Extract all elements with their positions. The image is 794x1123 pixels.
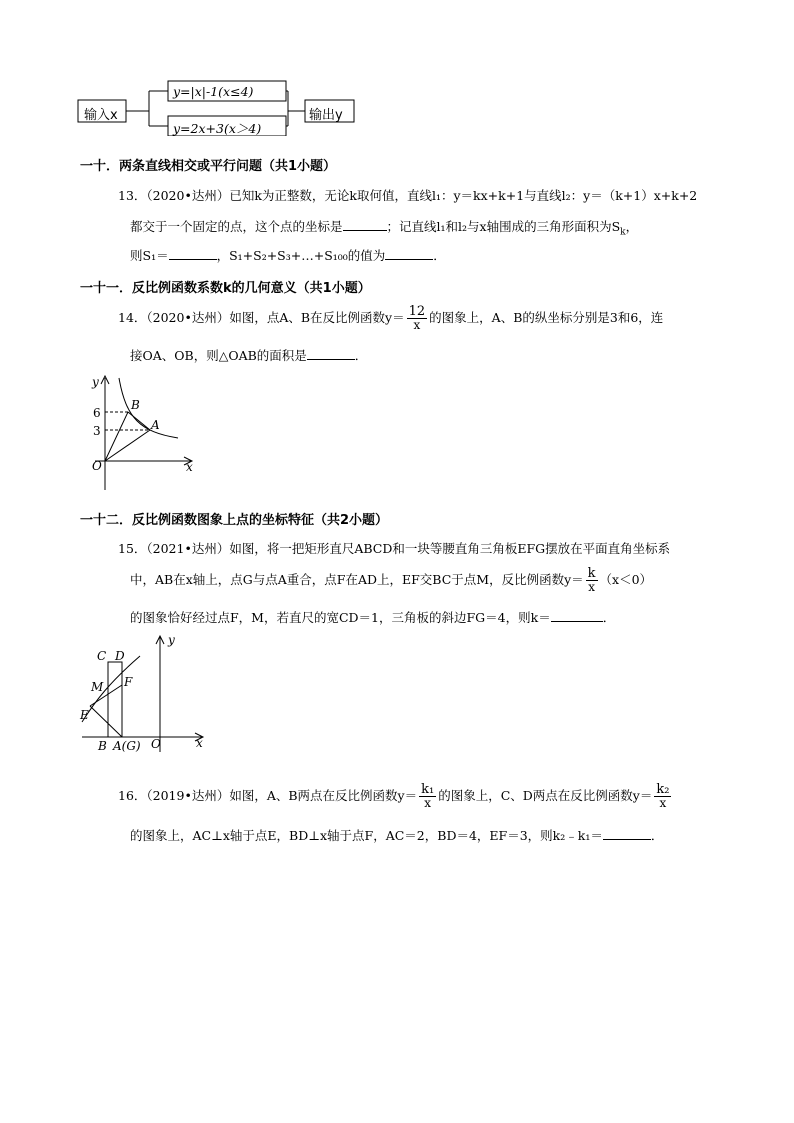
q14-fig-label-3: 3 <box>93 424 101 438</box>
section-title-10: 一十．两条直线相交或平行问题（共1小题） <box>80 159 337 174</box>
q15-fig-label-c: C <box>97 649 107 663</box>
q15-fig-label-ag: A(G) <box>113 739 141 753</box>
q15-figure <box>78 630 208 755</box>
q15-fig-label-e: E <box>80 708 89 722</box>
q15-fig-label-b: B <box>98 739 107 753</box>
flowchart-bottom-label: y=2x+3(x＞4) <box>173 121 262 136</box>
flowchart-top-label: y=|x|-1(x≤4) <box>173 84 254 99</box>
q13-line2: 都交于一个固定的点，这个点的坐标是 ；记直线l₁和l₂与x轴围成的三角形面积为$S_k$， <box>130 219 639 238</box>
q16-fraction-1: $\frac{\text{k₁}}{x}$ <box>421 782 435 810</box>
q15-line1: 15．（2021•达州）如图，将一把矩形直尺ABCD和一块等腰直角三角板EFG摆放在平面直角坐标系 <box>118 541 671 556</box>
section-title-11: 一十一．反比例函数系数k的几何意义（共1小题） <box>80 281 371 296</box>
q14-line1: 14．（2020•达州）如图，点A、B在反比例函数y＝ $\frac{12}{x}$ 的图象上，A、B的纵坐标分别是3和6，连 <box>118 304 664 332</box>
q13-line1: 13．（2020•达州）已知k为正整数，无论k取何值，直线l₁：y＝kx+k+1与直线l₂：y＝（k+1）x+k+2 <box>118 188 698 203</box>
q15-fig-label-m: M <box>91 680 104 694</box>
q16-fraction-2: $\frac{\text{k₂}}{x}$ <box>656 782 670 810</box>
q15-fig-label-y: y <box>168 633 175 647</box>
section-title-12: 一十二．反比例函数图象上点的坐标特征（共2小题） <box>80 513 389 528</box>
q16-line2: 的图象上，AC⊥x轴于点E，BD⊥x轴于点F，AC＝2，BD＝4，EF＝3，则k₂﹣k₁＝ ． <box>130 828 664 843</box>
q15-fig-label-o: O <box>151 737 161 751</box>
q15-fig-label-x: x <box>196 736 203 750</box>
q14-fig-label-o: O <box>92 459 102 473</box>
q15-fig-label-d: D <box>115 649 125 663</box>
q16-line1: 16．（2019•达州）如图，A、B两点在反比例函数y＝ $\frac{\text{k₁}}{x}$ 的图象上，C、D两点在反比例函数y＝ $\frac{\text{k₂}}{x}$ <box>118 782 670 810</box>
q15-fig-label-f: F <box>124 675 133 689</box>
q14-fig-label-x: x <box>186 460 193 474</box>
q14-fraction: $\frac{12}{x}$ <box>408 304 426 332</box>
q14-figure <box>80 370 200 495</box>
q15-line3: 的图象恰好经过点F，M，若直尺的宽CD＝1，三角板的斜边FG＝4，则k＝ ． <box>130 610 616 625</box>
flowchart-input-label: 输入x <box>84 108 118 123</box>
q15-line2: 中，AB在x轴上，点G与点A重合，点F在AD上，EF交BC于点M，反比例函数y＝ $\frac{k}{x}$ （x＜0） <box>130 566 653 594</box>
q14-line2: 接OA、OB，则△OAB的面积是 ． <box>130 348 368 363</box>
q14-fig-label-b: B <box>131 398 140 412</box>
flowchart-output-label: 输出y <box>309 108 343 123</box>
q14-fig-label-a: A <box>151 418 160 432</box>
q14-fig-label-y: y <box>92 375 99 389</box>
q13-line3: 则S₁＝ ，S₁+S₂+S₃+…+S₁₀₀的值为 ． <box>130 248 446 263</box>
q15-fraction: $\frac{k}{x}$ <box>587 566 596 594</box>
q14-fig-label-6: 6 <box>93 406 101 420</box>
